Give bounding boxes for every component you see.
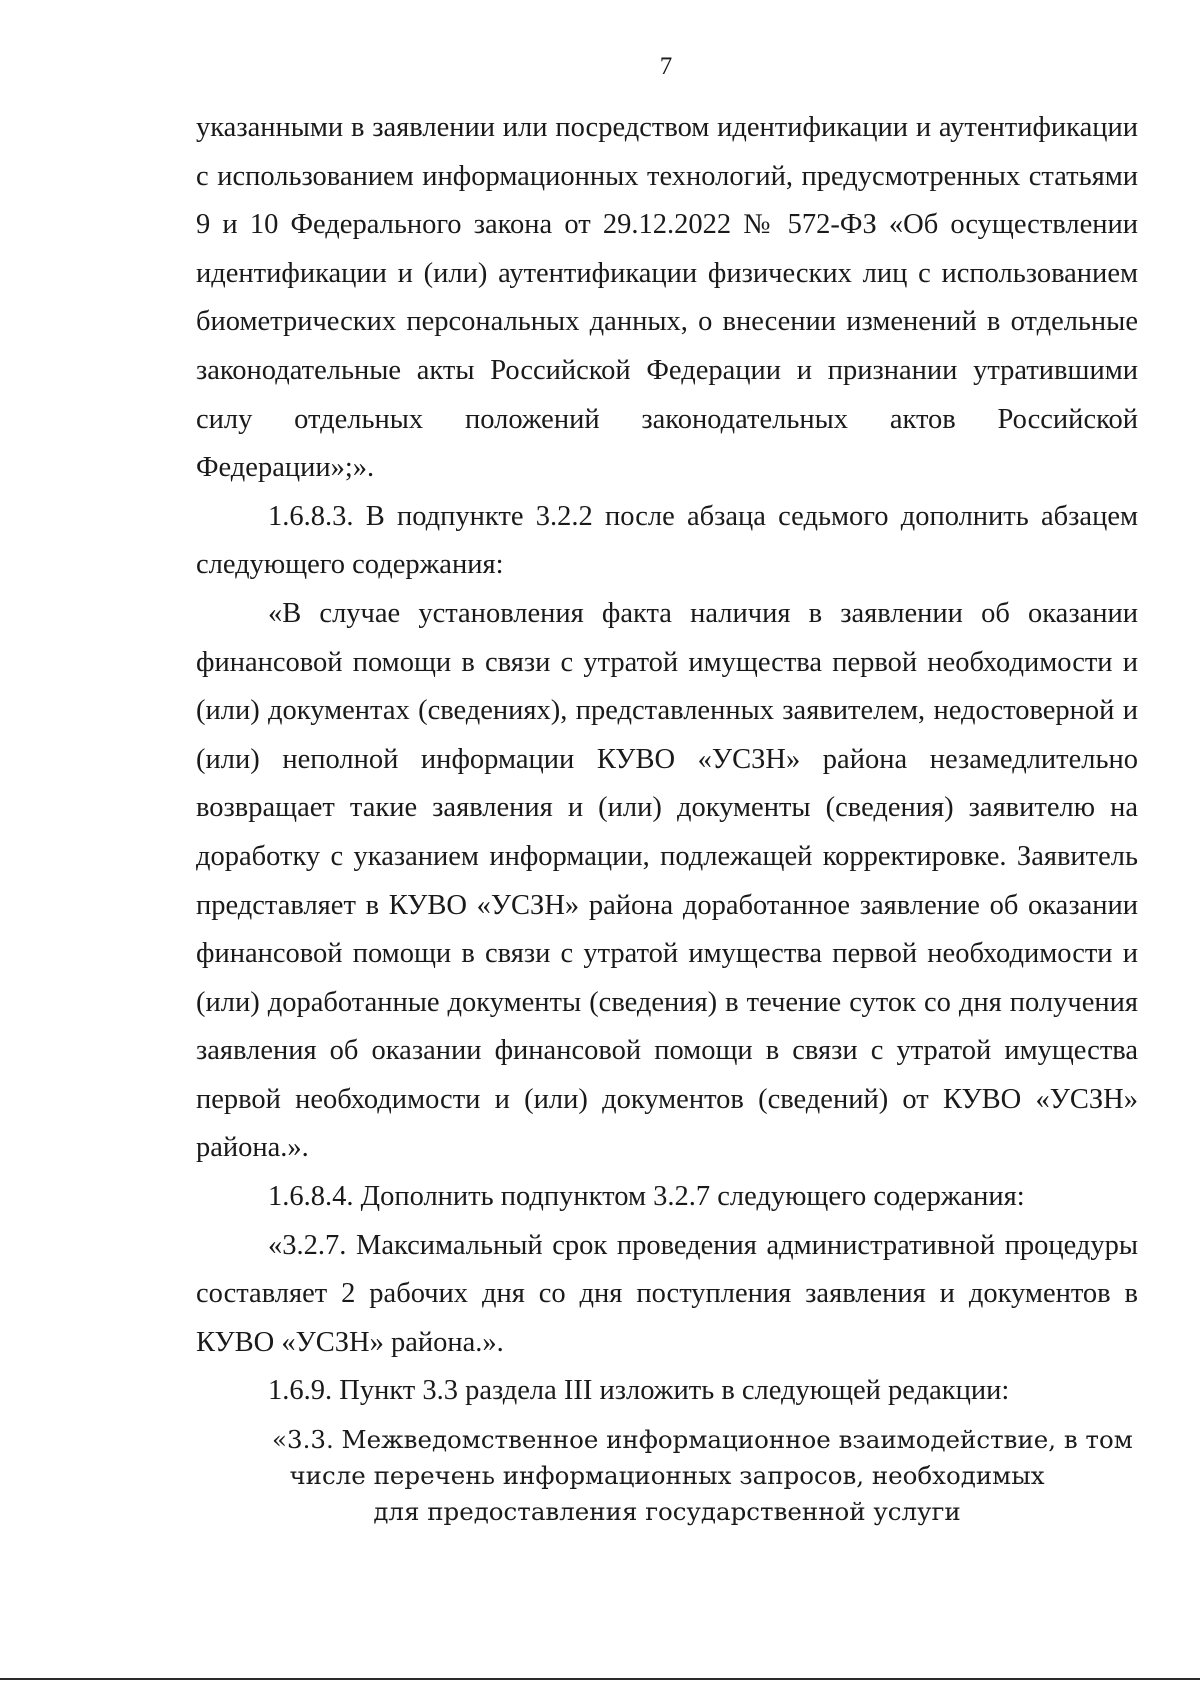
paragraph-1-6-8-4: 1.6.8.4. Дополнить подпунктом 3.2.7 следующего содержания: bbox=[268, 1181, 1025, 1213]
paragraph-1-6-9: 1.6.9. Пункт 3.3 раздела III изложить в следующей редакции: bbox=[268, 1375, 1010, 1407]
page-number: 7 bbox=[659, 53, 673, 80]
section-heading-line: «3.3. Межведомственное информационное взаимодействие, в том bbox=[272, 1425, 1133, 1455]
section-heading-line: для предоставления государственной услуги bbox=[373, 1497, 961, 1527]
paragraph-quoted-amendment: «В случае установления факта наличия в заявлении об оказании финансовой помощи в связи с утратой имущества первой необходимости и (или) документах (сведениях), представленных заявителем, недостоверной и (или) неполной информации КУВО «УСЗН» района незамедлительно возвращает такие заявления и (или) документы (сведения) заявителю на доработку с указанием информации, подлежащей корректировке. Заявитель представляет в КУВО «УСЗН» района доработанное заявление об оказании финансовой помощи в связи с утратой имущества первой необходимости и (или) доработанные документы (сведения) в течение суток со дня получения заявления об оказании финансовой помощи в связи с утратой имущества первой необходимости и (или) документов (сведений) от КУВО «УСЗН» района.». bbox=[196, 597, 1138, 1164]
paragraph-3-2-7: «3.2.7. Максимальный срок проведения административной процедуры составляет 2 рабочих дня со дня поступления заявления и документов в КУВО «УСЗН» района.». bbox=[196, 1229, 1138, 1358]
paragraph-1-6-8-3: 1.6.8.3. В подпункте 3.2.2 после абзаца седьмого дополнить абзацем следующего содержания: bbox=[196, 500, 1138, 581]
section-heading-line: числе перечень информационных запросов, необходимых bbox=[289, 1461, 1045, 1491]
section-heading-3-3 bbox=[196, 1422, 1138, 1530]
paragraph-continuation-end: Федерации»;». bbox=[196, 452, 375, 484]
page-bottom-edge bbox=[0, 1678, 1200, 1680]
document-body bbox=[196, 104, 1138, 1530]
paragraph-continuation: указанными в заявлении или посредством идентификации и аутентификации с использованием информационных технологий, предусмотренных статьями 9 и 10 Федерального закона от 29.12.2022 № 572-ФЗ «Об осуществлении идентификации и (или) аутентификации физических лиц с использованием биометрических персональных данных, о внесении изменений в отдельные законодательные акты Российской Федерации и признании утратившими силу отдельных положений законодательных актов Российской bbox=[196, 112, 1138, 435]
